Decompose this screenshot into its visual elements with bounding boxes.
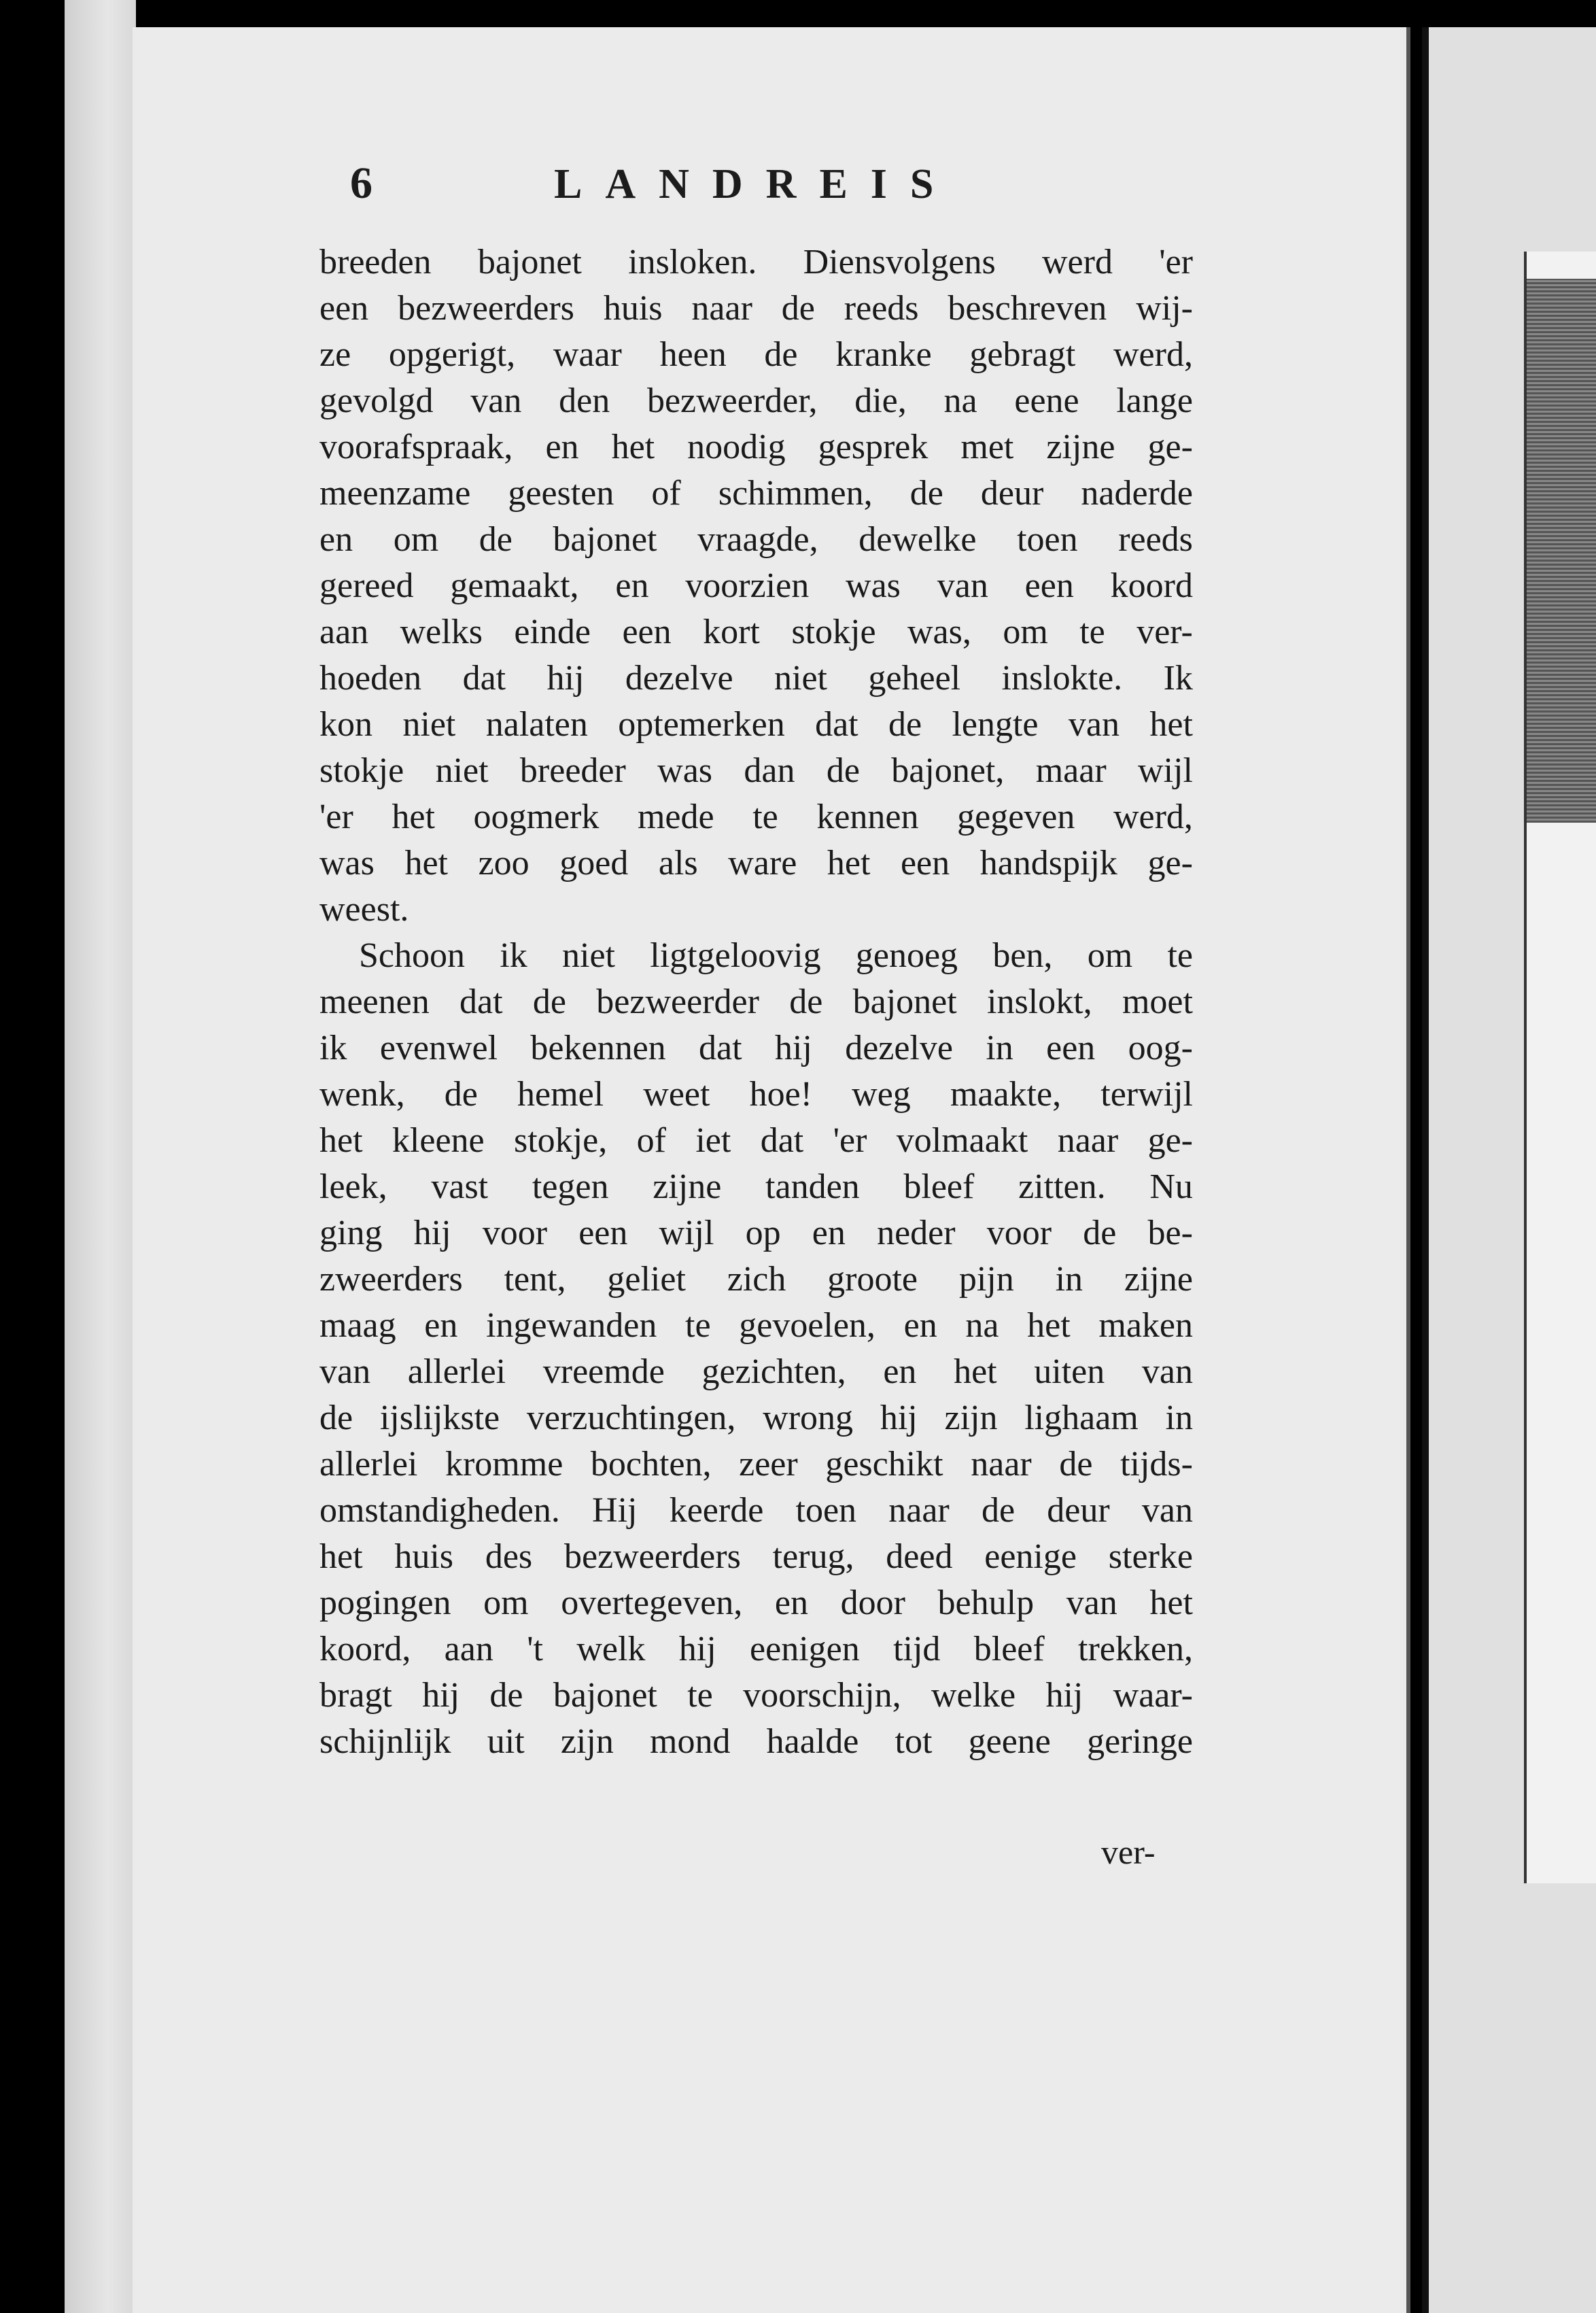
text-line: gevolgd van den bezweerder, die, na eene lange — [319, 381, 1193, 420]
text-line: bragt hij de bajonet te voorschijn, welke hij waar- — [319, 1676, 1193, 1715]
text-line: het huis des bezweerders terug, deed eenige sterke — [319, 1537, 1193, 1576]
facing-plate-engraving — [1527, 279, 1596, 823]
text-line: de ijslijkste verzuchtingen, wrong hij zijn lighaam in — [319, 1399, 1193, 1437]
text-line: Schoon ik niet ligtgeloovig genoeg ben, om te — [359, 936, 1193, 975]
text-line: omstandigheden. Hij keerde toen naar de deur van — [319, 1491, 1193, 1530]
text-line: 'er het oogmerk mede te kennen gegeven werd, — [319, 798, 1193, 836]
page-number: 6 — [350, 158, 372, 208]
running-head: LANDREIS — [554, 161, 957, 207]
text-line: gereed gemaakt, en voorzien was van een koord — [319, 566, 1193, 605]
page-fold — [1422, 27, 1429, 2313]
text-line: stokje niet breeder was dan de bajonet, maar wijl — [319, 751, 1193, 790]
catchword: ver- — [1101, 1833, 1156, 1871]
text-line: voorafspraak, en het noodig gesprek met zijne ge- — [319, 428, 1193, 466]
text-line: een bezweerders huis naar de reeds beschreven wij- — [319, 289, 1193, 328]
text-line: het kleene stokje, of iet dat 'er volmaakt naar ge- — [319, 1121, 1193, 1160]
text-line: meenzame geesten of schimmen, de deur naderde — [319, 474, 1193, 513]
text-line: leek, vast tegen zijne tanden bleef zitten. Nu — [319, 1167, 1193, 1206]
text-line: wenk, de hemel weet hoe! weg maakte, terwijl — [319, 1075, 1193, 1114]
text-line: maag en ingewanden te gevoelen, en na het maken — [319, 1306, 1193, 1345]
text-line: koord, aan 't welk hij eenigen tijd bleef trekken, — [319, 1630, 1193, 1668]
text-line: ging hij voor een wijl op en neder voor de be- — [319, 1214, 1193, 1252]
text-line: schijnlijk uit zijn mond haalde tot geene geringe — [319, 1722, 1193, 1761]
text-line: allerlei kromme bochten, zeer geschikt naar de tijds- — [319, 1445, 1193, 1484]
text-line: weest. — [319, 890, 409, 929]
text-line: was het zoo goed als ware het een handspijk ge- — [319, 844, 1193, 883]
text-line: zweerders tent, geliet zich groote pijn in zijne — [319, 1260, 1193, 1299]
body-text — [319, 239, 1193, 1765]
text-line: kon niet nalaten optemerken dat de lengte van het — [319, 705, 1193, 744]
text-line: ik evenwel bekennen dat hij dezelve in een oog- — [319, 1029, 1193, 1067]
text-line: ze opgerigt, waar heen de kranke gebragt werd, — [319, 335, 1193, 374]
facing-page — [1422, 27, 1596, 2313]
book-gutter-left — [65, 0, 136, 2313]
text-line: en om de bajonet vraagde, dewelke toen reeds — [319, 520, 1193, 559]
text-line: meenen dat de bezweerder de bajonet inslokt, moet — [319, 982, 1193, 1021]
text-line: breeden bajonet insloken. Diensvolgens werd 'er — [319, 243, 1193, 281]
text-line: hoeden dat hij dezelve niet geheel inslokte. Ik — [319, 659, 1193, 698]
text-line: aan welks einde een kort stokje was, om te ver- — [319, 613, 1193, 651]
text-line: pogingen om overtegeven, en door behulp van het — [319, 1583, 1193, 1622]
text-line: van allerlei vreemde gezichten, en het uiten van — [319, 1352, 1193, 1391]
page-header — [343, 158, 1220, 212]
